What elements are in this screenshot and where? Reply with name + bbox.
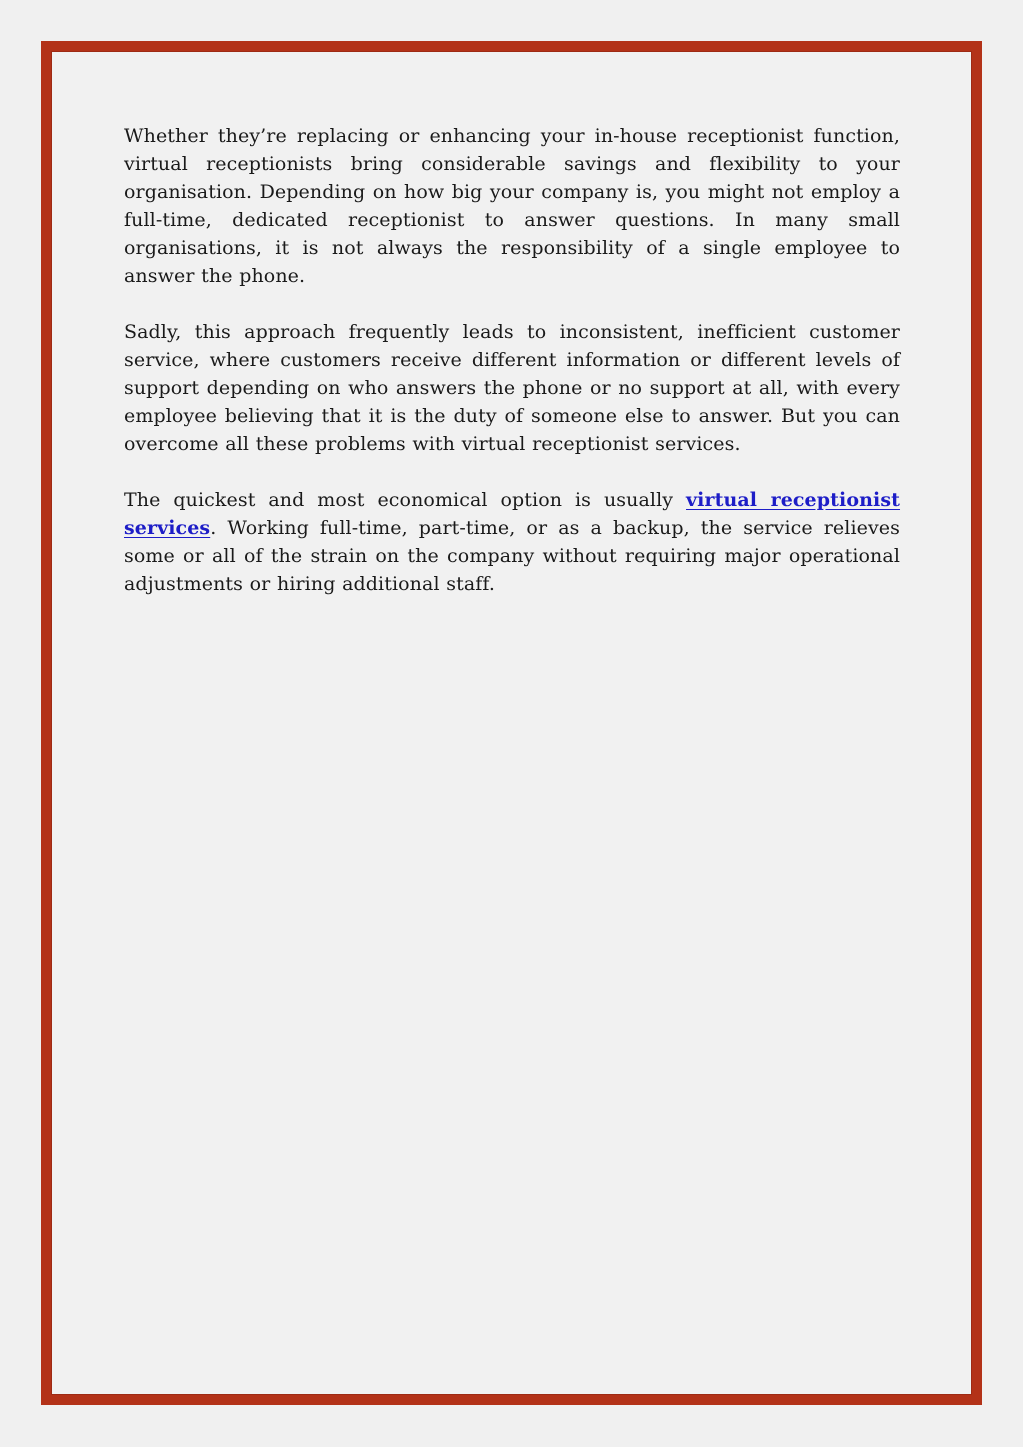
document-body xyxy=(124,122,900,626)
virtual-receptionist-services-link[interactable]: virtual receptionist services xyxy=(124,489,901,539)
paragraph-solution xyxy=(124,486,900,598)
paragraph-intro: Whether they’re replacing or enhancing your in-house receptionist function, virtual receptionists bring considerable savings and flexibility to your organisation. Depending on how big your company is, you might not employ a full-time, dedicated receptionist to answer questions. In many small organisations, it is not always the responsibility of a single employee to answer the phone. xyxy=(124,125,900,287)
paragraph-solution-tail: . Working full-time, part-time, or as a backup, the service relieves some or all of the strain on the company without requiring major operational adjustments or hiring additional staff. xyxy=(124,517,900,595)
paragraph-problem: Sadly, this approach frequently leads to inconsistent, inefficient customer service, where customers receive different information or different levels of support depending on who answers the phone or no support at all, with every employee believing that it is the duty of someone else to answer. But you can overcome all these problems with virtual receptionist services. xyxy=(124,321,900,455)
paragraph-solution-lead: The quickest and most economical option is usually xyxy=(124,489,687,511)
